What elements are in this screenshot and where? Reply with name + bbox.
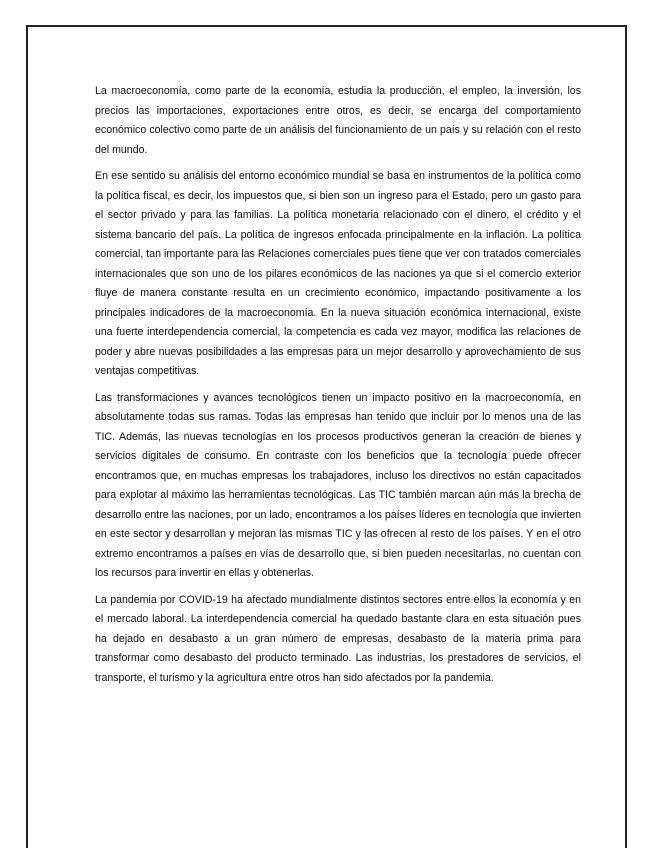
document-page: [26, 25, 627, 848]
paragraph-3: Las transformaciones y avances tecnológicos tienen un impacto positivo en la macroeconomía, en absolutamente todas sus ramas. Todas las empresas han tenido que incluir por lo menos una de las TIC. Además, las nuevas tecnologías en los procesos productivos generan la creación de bienes y servicios digitales de consumo. En contraste con los beneficios que la tecnología puede ofrecer encontramos que, en muchas empresas los trabajadores, incluso los directivos no están capacitados para explotar al máximo las herramientas tecnológicas. Las TIC también marcan aún más la brecha de desarrollo entre las naciones, por un lado, encontramos a los países líderes en tecnología que invierten en este sector y desarrollan y mejoran las mismas TIC y las ofrecen al resto de los países. Y en el otro extremo encontramos a países en vías de desarrollo que, si bien pueden necesitarlas, no cuentan con los recursos para invertir en ellas y obtenerlas.: [95, 391, 581, 579]
paragraph-2: En ese sentido su análisis del entorno económico mundial se basa en instrumentos de la política como la política fiscal, es decir, los impuestos que, si bien son un ingreso para el Estado, pero un gasto para el sector privado y para las familias. La política monetaria relacionado con el dinero, el crédito y el sistema bancario del país. La política de ingresos enfocada principalmente en la inflación. La política comercial, tan importante para las Relaciones comerciales pues tiene que ver con tratados comerciales internacionales que son uno de los pilares económicos de las naciones ya que si el comercio exterior fluye de manera constante resulta en un crecimiento económico, impactando positivamente a los principales indicadores de la macroeconomía. En la nueva situación económica internacional, existe una fuerte interdependencia comercial, la competencia es cada vez mayor, modifica las relaciones de poder y abre nuevas posibilidades a las empresas para un mejor desarrollo y aprovechamiento de sus ventajas competitivas.: [95, 170, 581, 377]
document-body: [95, 82, 581, 695]
paragraph-4: La pandemia por COVID-19 ha afectado mundialmente distintos sectores entre ellos la economía y en el mercado laboral. La interdependencia comercial ha quedado bastante clara en esta situación pues ha dejado en desabasto a un gran número de empresas, desabasto de la materia prima para transformar como desabasto del producto terminado. Las industrias, los prestadores de servicios, el transporte, el turismo y la agricultura entre otros han sido afectados por la pandemia.: [95, 593, 581, 684]
paragraph-1: La macroeconomía, como parte de la economía, estudia la producción, el empleo, la inversión, los precios las importaciones, exportaciones entre otros, es decir, se encarga del comportamiento económico colectivo como parte de un análisis del funcionamiento de un país y su relación con el resto del mundo.: [95, 85, 581, 156]
